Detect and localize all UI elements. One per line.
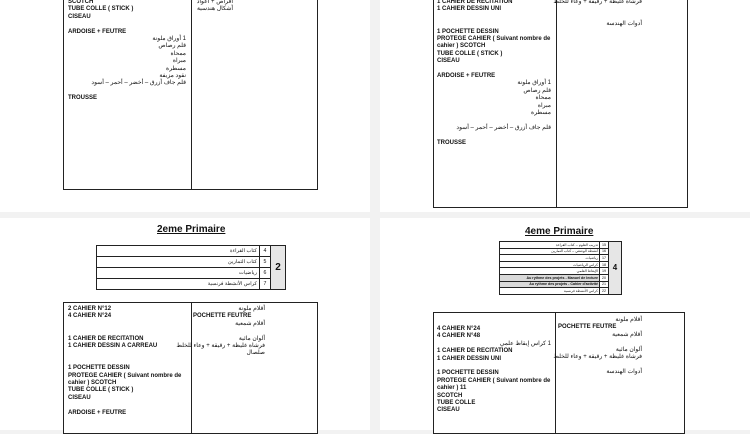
list-item: PROTEGE CAHIER ( Suivant nombre de xyxy=(437,377,551,384)
books-table xyxy=(96,245,286,290)
table-divider xyxy=(556,0,557,207)
list-item: PROTEGE CAHIER ( Suivant nombre de xyxy=(437,36,551,42)
list-item: 1 CAHIER DESSIN UNI xyxy=(437,6,502,13)
list-item: نقود مزيفة xyxy=(159,73,186,79)
list-item: أقلام ملونة xyxy=(615,317,642,323)
list-item: 1 CAHIER DE RECITATION xyxy=(437,0,513,5)
list-item: 1 أوراق ملونة xyxy=(152,36,186,42)
grade-title: 2eme Primaire xyxy=(157,224,226,235)
list-item: CISEAU xyxy=(437,407,460,414)
book-name: أنشطة الوضعي – كتاب التمارين xyxy=(500,248,600,255)
list-item: أقلام شمعية xyxy=(612,331,642,338)
book-name: Au rythme des projets - Manuel de lecture xyxy=(500,274,600,281)
list-item: أقراص + أعواد xyxy=(196,0,233,5)
list-item: ألوان مائية xyxy=(238,335,265,342)
list-item: أدوات الهندسة xyxy=(606,21,642,28)
list-item: POCHETTE FEUTRE xyxy=(193,313,252,320)
list-item: ARDOISE + FEUTRE xyxy=(68,28,127,35)
book-name: كراس الأنشطة فرنسية xyxy=(97,279,260,290)
list-item: 4 CAHIER N°24 xyxy=(437,326,481,332)
list-item: أقلام شمعية xyxy=(235,320,265,327)
book-number: 17 xyxy=(600,255,609,262)
list-item: PROTEGE CAHIER ( Suivant nombre de xyxy=(68,372,182,379)
grade-group-number: 2 xyxy=(271,246,286,290)
table-divider xyxy=(191,0,192,189)
list-item: 4 CAHIER N°24 xyxy=(68,313,112,320)
list-item: TUBE COLLE xyxy=(437,400,476,406)
list-item: مسطرة xyxy=(166,65,186,72)
list-item: أدوات الهندسة xyxy=(606,368,642,375)
list-item: فرشاة غليظة + رقيقة + وعاء للخلط xyxy=(553,354,642,360)
book-number: 18 xyxy=(600,261,609,268)
list-item: SCOTCH xyxy=(68,0,94,5)
list-item: CISEAU xyxy=(68,13,91,20)
list-item: cahier ) 11 xyxy=(437,385,467,392)
book-number: 4 xyxy=(260,246,271,257)
book-name: تدريب العلوم – كتاب القراءة xyxy=(500,242,600,249)
list-item: قلم رصاص xyxy=(523,87,551,94)
book-number: 22 xyxy=(600,288,609,295)
book-name: رياضيات xyxy=(500,255,600,262)
list-item: 1 كراس إيقاظ علمي xyxy=(499,340,551,347)
list-item: 1 POCHETTE DESSIN xyxy=(68,365,130,372)
grade-title: 4eme Primaire xyxy=(525,226,594,237)
list-item: TROUSSE xyxy=(68,95,98,102)
book-number: 5 xyxy=(260,257,271,268)
list-item: 4 CAHIER N°48 xyxy=(437,333,481,340)
list-item: مسطرة xyxy=(531,110,551,116)
list-item: ممحاة xyxy=(170,50,186,57)
list-item: ممحاة xyxy=(535,95,551,102)
list-item: 1 أوراق ملونة xyxy=(517,80,551,87)
list-item: صلصال xyxy=(246,350,265,357)
book-number: 7 xyxy=(260,279,271,290)
book-name: كراس الأنشطة فرنسية xyxy=(500,288,600,295)
book-number: 20 xyxy=(600,274,609,281)
book-name: الإيقاظ العلمي xyxy=(500,268,600,275)
list-item: TUBE COLLE ( STICK ) xyxy=(68,387,134,394)
list-item: CISEAU xyxy=(437,58,460,65)
table-divider xyxy=(555,313,556,433)
list-item: مبراة xyxy=(172,58,186,65)
list-item: cahier ) SCOTCH xyxy=(68,380,117,386)
list-item: قلم جاف أزرق – أخضر – أحمر – أسود xyxy=(456,124,551,131)
list-item: TUBE COLLE ( STICK ) xyxy=(68,6,134,13)
list-item: قلم رصاص xyxy=(158,43,186,50)
list-item: ARDOISE + FEUTRE xyxy=(437,73,496,79)
list-item: فرشاة غليظة + رقيقة + وعاء للخلط xyxy=(176,343,265,349)
list-item: 1 CAHIER DE RECITATION xyxy=(437,348,513,355)
list-item: أقلام ملونة xyxy=(238,306,265,312)
list-item: SCOTCH xyxy=(437,392,463,399)
table-divider xyxy=(191,303,192,433)
list-item: فرشاة غليظة + رقيقة + وعاء للخلط xyxy=(553,0,642,5)
list-item: cahier ) SCOTCH xyxy=(437,43,486,50)
book-name: كراس الرياضيات xyxy=(500,261,600,268)
book-name: كتاب القراءة xyxy=(97,246,260,257)
book-number: 6 xyxy=(260,268,271,279)
list-item: TUBE COLLE ( STICK ) xyxy=(437,50,503,57)
list-item: 1 POCHETTE DESSIN xyxy=(437,28,499,35)
list-item: قلم جاف أزرق – أخضر – أحمر – أسود xyxy=(91,80,186,87)
list-item: 1 CAHIER DESSIN UNI xyxy=(437,355,502,362)
list-item: TROUSSE xyxy=(437,139,467,146)
list-item: 2 CAHIER N°12 xyxy=(68,306,112,312)
book-number: 21 xyxy=(600,281,609,288)
book-number: 19 xyxy=(600,268,609,275)
book-number: 16 xyxy=(600,248,609,255)
list-item: مبراة xyxy=(537,102,551,109)
list-item: ألوان مائية xyxy=(615,346,642,353)
book-number: 15 xyxy=(600,242,609,249)
list-item: CISEAU xyxy=(68,394,91,401)
book-name: Au rythme des projets - Cahier d'activité xyxy=(500,281,600,288)
list-item: 1 POCHETTE DESSIN xyxy=(437,370,499,377)
grade-group-number: 4 xyxy=(609,242,622,295)
list-item: ARDOISE + FEUTRE xyxy=(68,409,127,416)
book-name: كتاب التمارين xyxy=(97,257,260,268)
book-name: رياضيات xyxy=(97,268,260,279)
list-item: 1 CAHIER DESSIN A CARREAU xyxy=(68,343,158,349)
list-item: أشكال هندسية xyxy=(196,6,233,13)
books-table xyxy=(499,241,622,295)
list-item: 1 CAHIER DE RECITATION xyxy=(68,335,144,342)
list-item: POCHETTE FEUTRE xyxy=(558,324,617,331)
